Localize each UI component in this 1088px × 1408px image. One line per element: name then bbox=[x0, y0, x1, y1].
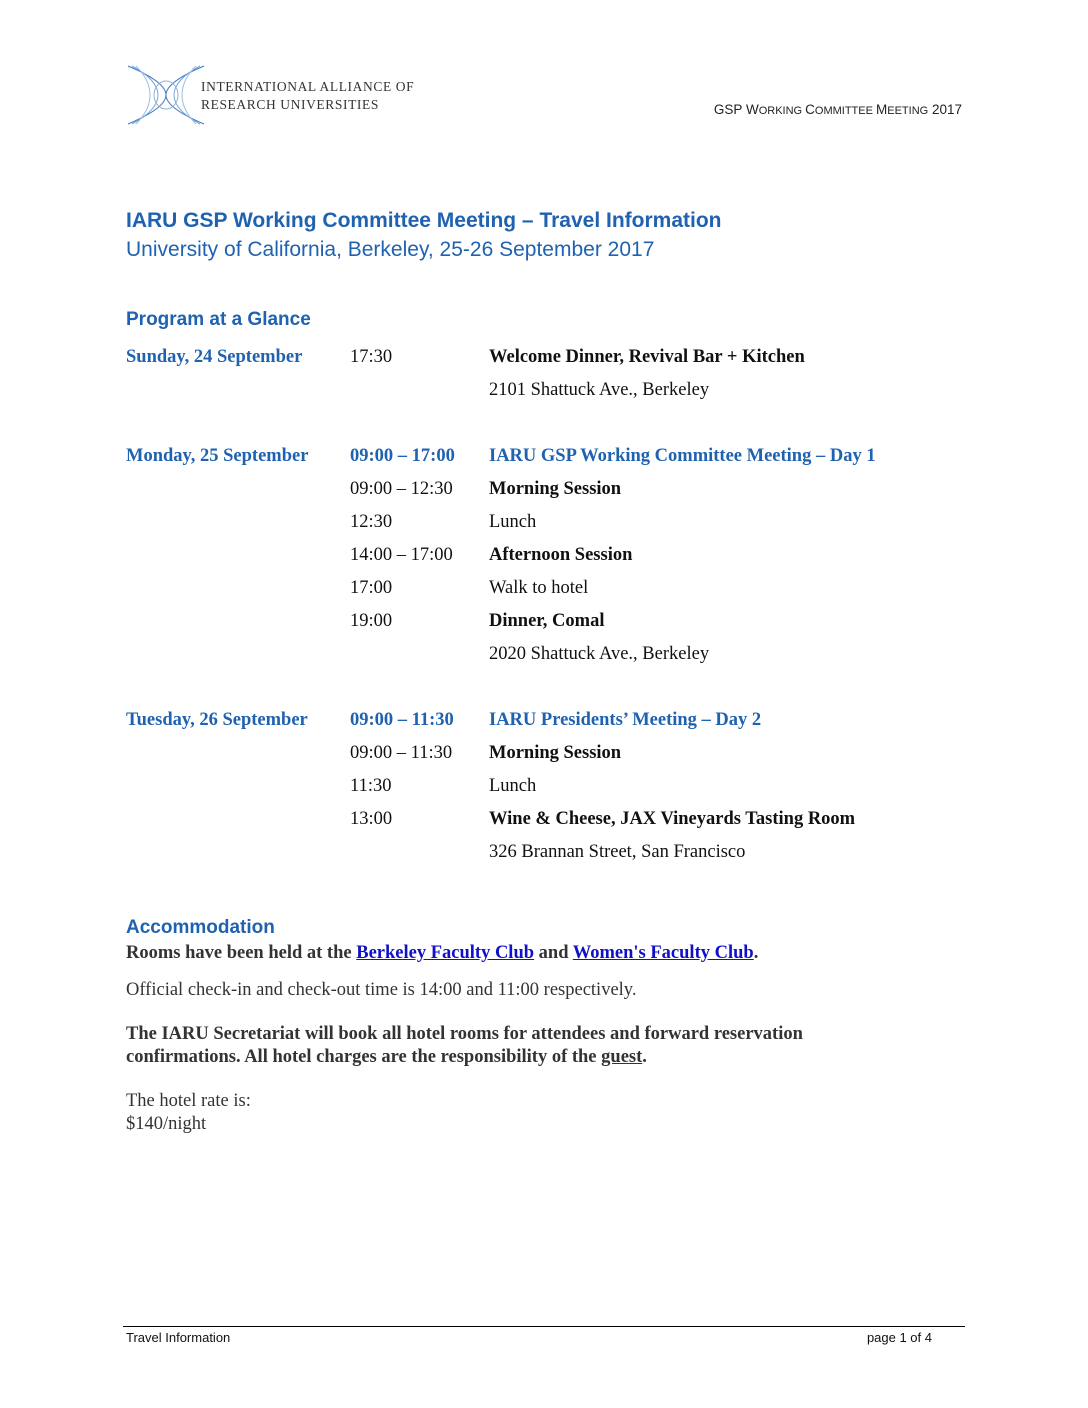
time: 12:30 bbox=[350, 512, 393, 532]
time: 19:00 bbox=[350, 611, 393, 631]
logo-line-2: RESEARCH UNIVERSITIES bbox=[201, 97, 379, 112]
event: Dinner, Comal bbox=[489, 611, 605, 631]
event: Morning Session bbox=[489, 479, 622, 499]
rate-value: $140/night bbox=[126, 1114, 207, 1134]
schedule-row bbox=[126, 605, 966, 638]
event: Wine & Cheese, JAX Vineyards Tasting Room bbox=[489, 809, 856, 829]
rooms-text: Rooms have been held at the Berkeley Faculty Club and Women's Faculty Club. bbox=[126, 943, 759, 963]
hotel-rate bbox=[126, 1090, 251, 1136]
event: IARU GSP Working Committee Meeting – Day 1 bbox=[489, 446, 876, 466]
program-schedule bbox=[126, 341, 966, 902]
secretariat-text: The IARU Secretariat will book all hotel rooms for attendees and forward reservation confirmations. All hotel charges are the responsibility of the guest. bbox=[126, 1024, 803, 1067]
event: 2101 Shattuck Ave., Berkeley bbox=[489, 380, 710, 400]
footer-page-number: page 1 of 4 bbox=[866, 1330, 932, 1345]
womens-faculty-club-link[interactable]: Women's Faculty Club bbox=[572, 943, 754, 963]
time: 09:00 – 11:30 bbox=[350, 743, 453, 763]
schedule-day bbox=[126, 704, 966, 869]
time: 11:30 bbox=[350, 776, 392, 796]
day-label: Sunday, 24 September bbox=[126, 347, 303, 367]
schedule-row bbox=[126, 803, 966, 836]
schedule-row bbox=[126, 440, 966, 473]
time: 09:00 – 11:30 bbox=[350, 710, 454, 730]
rate-label: The hotel rate is: bbox=[126, 1091, 251, 1111]
running-header: GSP WORKING COMMITTEE MEETING 2017 bbox=[713, 102, 962, 117]
schedule-day bbox=[126, 440, 966, 671]
schedule-row bbox=[126, 374, 966, 407]
time: 17:30 bbox=[350, 347, 393, 367]
logo-line-1: INTERNATIONAL ALLIANCE OF bbox=[201, 79, 415, 94]
schedule-row bbox=[126, 506, 966, 539]
event: 326 Brannan Street, San Francisco bbox=[489, 842, 746, 862]
time: 13:00 bbox=[350, 809, 393, 829]
footer-left: Travel Information bbox=[126, 1330, 231, 1345]
logo-text bbox=[201, 78, 414, 114]
schedule-row bbox=[126, 836, 966, 869]
schedule-day bbox=[126, 341, 966, 407]
footer-divider bbox=[123, 1326, 965, 1327]
schedule-row bbox=[126, 341, 966, 374]
program-heading: Program at a Glance bbox=[126, 309, 311, 330]
page-subtitle: University of California, Berkeley, 25-26 September 2017 bbox=[126, 238, 655, 261]
event: Welcome Dinner, Revival Bar + Kitchen bbox=[489, 347, 805, 367]
schedule-row bbox=[126, 638, 966, 671]
time: 17:00 bbox=[350, 578, 393, 598]
time: 14:00 – 17:00 bbox=[350, 545, 453, 565]
event: Lunch bbox=[489, 512, 537, 532]
schedule-row bbox=[126, 539, 966, 572]
berkeley-faculty-club-link[interactable]: Berkeley Faculty Club bbox=[356, 943, 535, 963]
day-label: Tuesday, 26 September bbox=[126, 710, 308, 730]
page-title: IARU GSP Working Committee Meeting – Travel Information bbox=[126, 209, 722, 232]
schedule-row bbox=[126, 473, 966, 506]
accommodation-heading: Accommodation bbox=[126, 917, 275, 938]
day-label: Monday, 25 September bbox=[126, 446, 309, 466]
event: IARU Presidents’ Meeting – Day 2 bbox=[489, 710, 762, 730]
schedule-row bbox=[126, 737, 966, 770]
event: Morning Session bbox=[489, 743, 622, 763]
event: Lunch bbox=[489, 776, 537, 796]
time: 09:00 – 17:00 bbox=[350, 446, 455, 466]
checkin-text: Official check-in and check-out time is 14:00 and 11:00 respectively. bbox=[126, 980, 637, 1000]
schedule-row bbox=[126, 704, 966, 737]
iaru-logo-icon bbox=[126, 62, 206, 128]
event: 2020 Shattuck Ave., Berkeley bbox=[489, 644, 710, 664]
schedule-row bbox=[126, 770, 966, 803]
event: Afternoon Session bbox=[489, 545, 633, 565]
event: Walk to hotel bbox=[489, 578, 589, 598]
time: 09:00 – 12:30 bbox=[350, 479, 453, 499]
schedule-row bbox=[126, 572, 966, 605]
